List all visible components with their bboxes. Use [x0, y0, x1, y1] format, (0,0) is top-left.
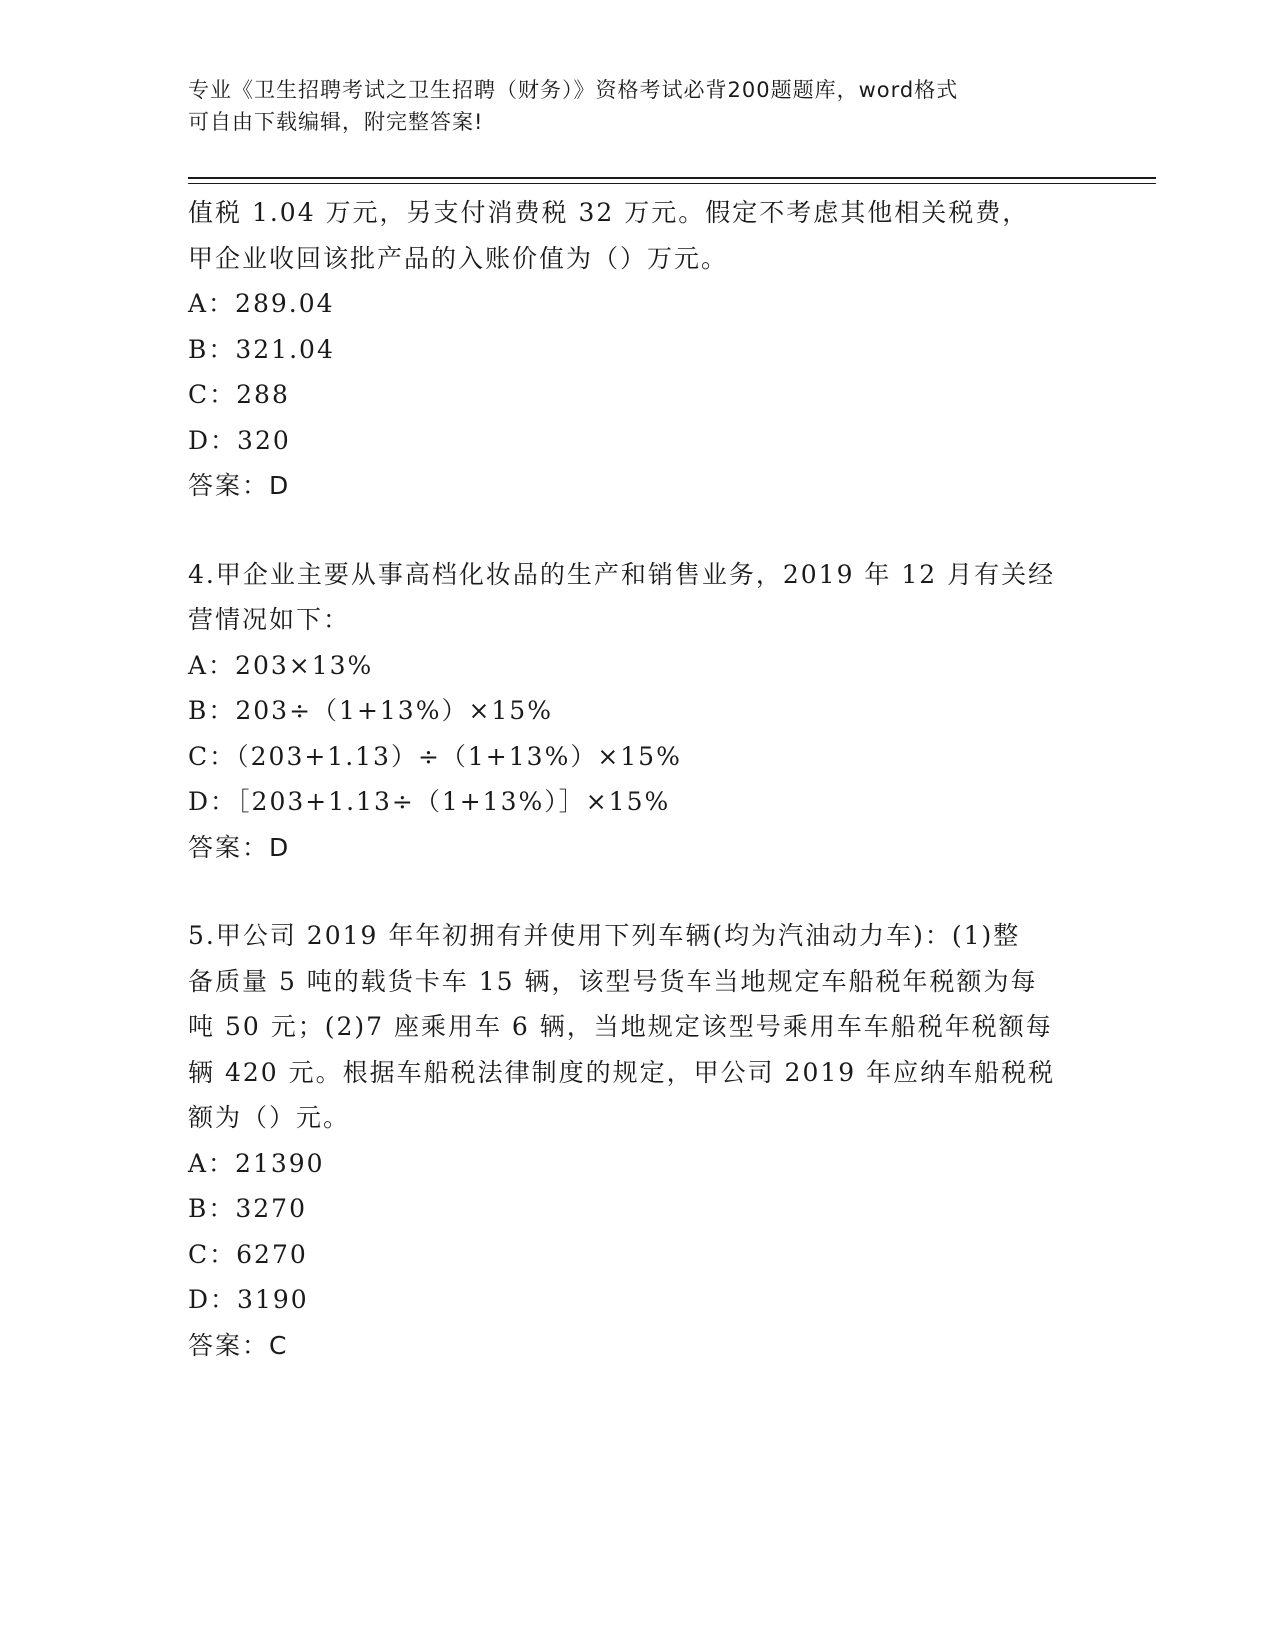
answer-line: 答案：C [188, 1330, 289, 1360]
question-4 [188, 552, 1108, 871]
option-d: D：［203+1.13÷（1+13%）］×15% [188, 787, 671, 816]
question-stem-line: 营情况如下： [188, 605, 351, 634]
question-list [188, 190, 1108, 1368]
question-stem-line: 4.甲企业主要从事高档化妆品的生产和销售业务，2019 年 12 月有关经 [188, 559, 1056, 589]
question-stem-line: 额为（）元。 [188, 1103, 351, 1132]
question-stem-line: 备质量 5 吨的载货卡车 15 辆，该型号货车当地规定车船税年税额为每 [188, 966, 1038, 996]
answer-line: 答案：D [188, 471, 291, 500]
option-d: D：320 [188, 425, 291, 455]
question-spacer [188, 870, 1108, 913]
option-a: A：21390 [188, 1148, 325, 1178]
option-c: C：288 [188, 380, 290, 409]
header-title-line-2: 可自由下载编辑，附完整答案! [188, 110, 484, 134]
option-d: D：3190 [188, 1285, 309, 1314]
option-c: C：（203+1.13）÷（1+13%）×15% [188, 741, 682, 771]
question-5 [188, 913, 1108, 1368]
answer-line: 答案：D [188, 832, 291, 862]
question-stem-line: 吨 50 元；(2)7 座乘用车 6 辆，当地规定该型号乘用车车船税年税额每 [188, 1012, 1053, 1041]
header-divider-thick [188, 177, 1156, 179]
header-title-line-1: 专业《卫生招聘考试之卫生招聘（财务）》资格考试必背200题题库，word格式 [188, 78, 959, 102]
question-stem-line: 5.甲公司 2019 年年初拥有并使用下列车辆(均为汽油动力车)：(1)整 [188, 921, 1021, 950]
option-a: A：203×13% [188, 650, 374, 680]
option-b: B：203÷（1+13%）×15% [188, 696, 553, 725]
option-b: B：3270 [188, 1194, 307, 1223]
question-3 [188, 190, 1108, 509]
question-stem-line: 辆 420 元。根据车船税法律制度的规定，甲公司 2019 年应纳车船税税 [188, 1057, 1056, 1087]
option-a: A：289.04 [188, 289, 335, 318]
question-stem-line: 值税 1.04 万元，另支付消费税 32 万元。假定不考虑其他相关税费， [188, 198, 1030, 227]
option-c: C：6270 [188, 1239, 308, 1269]
option-b: B：321.04 [188, 334, 335, 364]
header-divider-thin [188, 183, 1156, 184]
question-spacer [188, 509, 1108, 552]
question-stem-line: 甲企业收回该批产品的入账价值为（）万元。 [188, 243, 729, 273]
document-header [188, 74, 1088, 138]
